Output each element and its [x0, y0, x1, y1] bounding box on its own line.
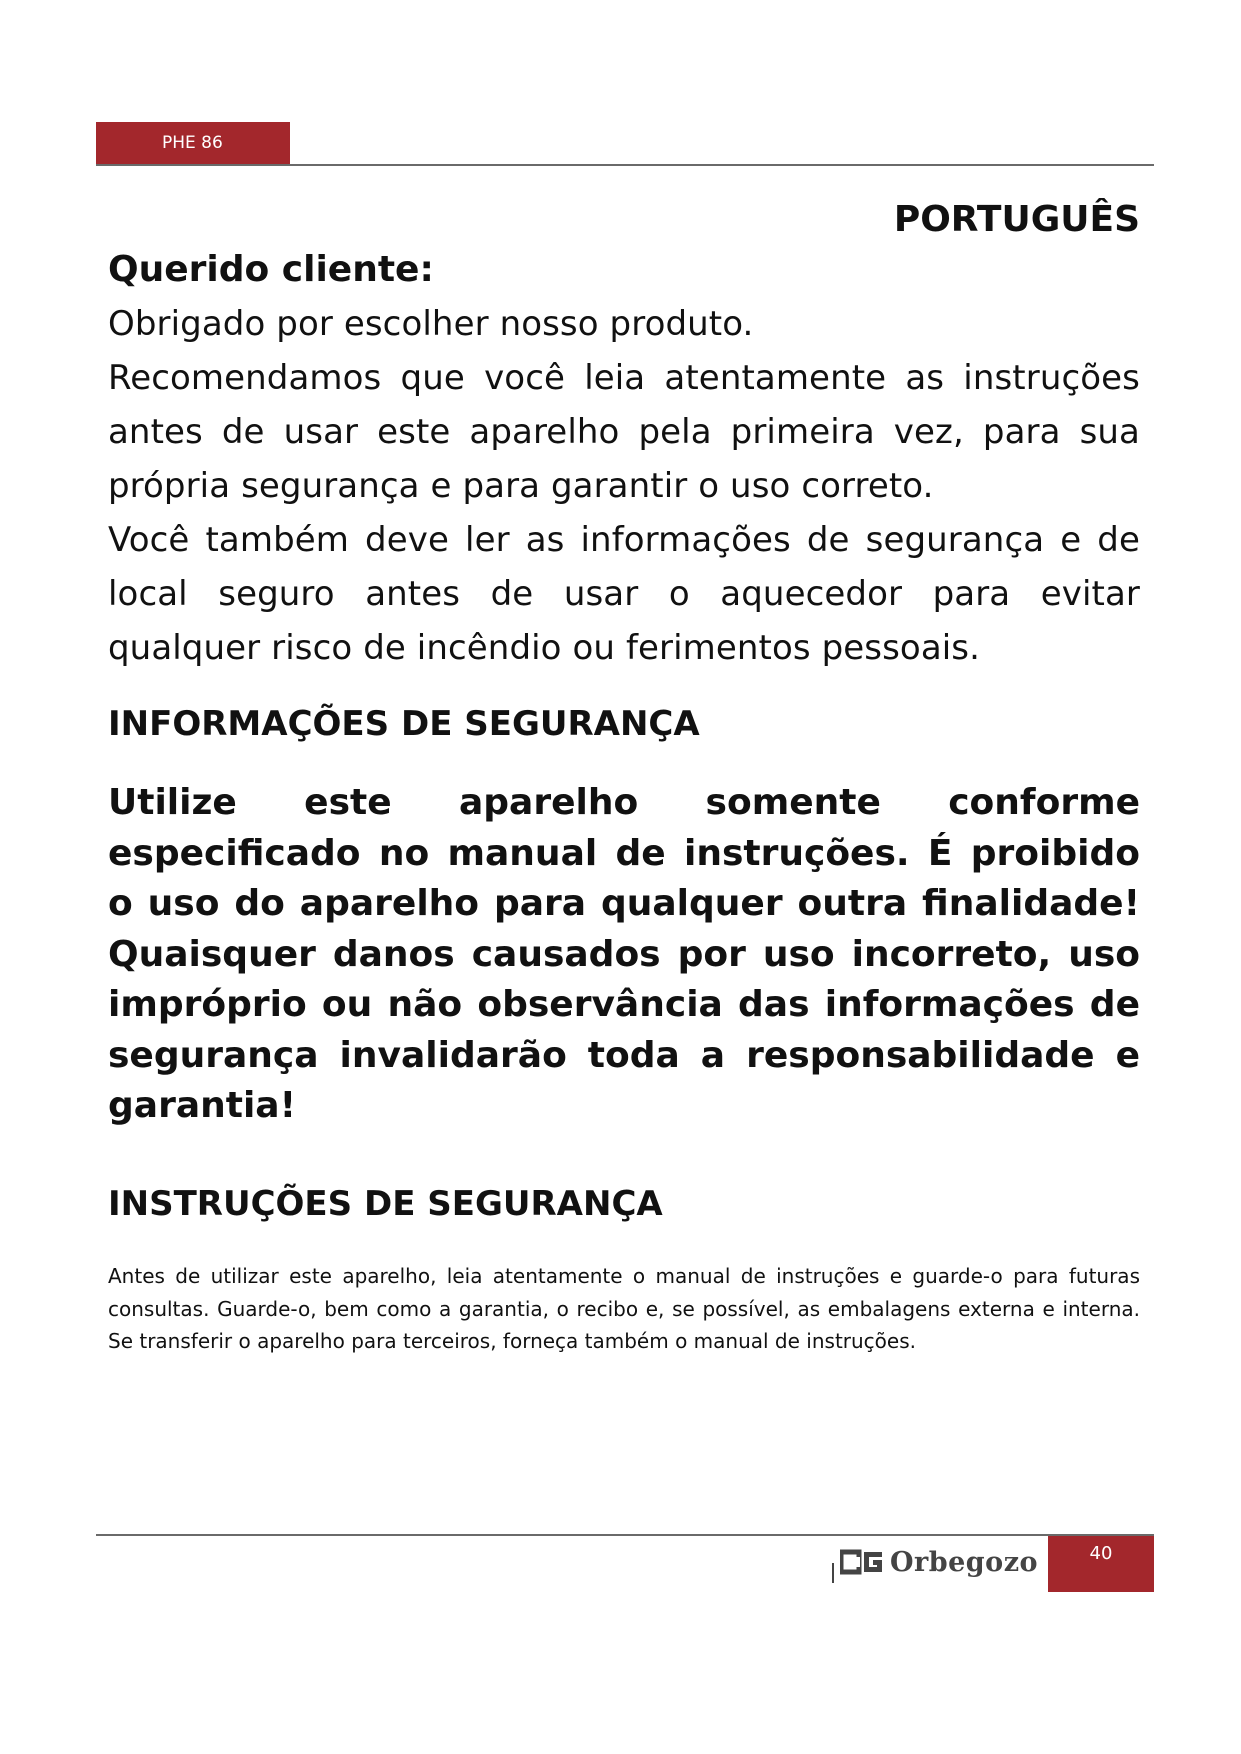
safety-warning-text: Utilize este aparelho somente conforme especificado no manual de instruções. É proibido o uso do aparelho para qualquer outra finalidade! Quaisquer danos causados por uso incorreto, uso impróprio ou não observância das informações de segurança invalidarão toda a responsabilidade e garantia! [108, 782, 1140, 1126]
language-heading: PORTUGUÊS [893, 199, 1140, 240]
brand-logo [832, 1540, 1038, 1584]
intro-text [108, 297, 1140, 675]
model-label: PHE 86 [162, 133, 223, 153]
intro-paragraph: Recomendamos que você leia atentamente as instruções antes de usar este aparelho pela primeira vez, para sua própria segurança e para garantir o uso correto. [108, 358, 1140, 506]
brand-name: Orbegozo [890, 1546, 1039, 1578]
header-divider [96, 164, 1154, 166]
safety-instructions-text: Antes de utilizar este aparelho, leia atentamente o manual de instruções e guarde-o para futuras consultas. Guarde-o, bem como a garantia, o recibo e, se possível, as embalagens externa e interna. Se transferir o aparelho para terceiros, forneça também o manual de instruções. [108, 1264, 1140, 1353]
model-tab [96, 122, 290, 164]
intro-paragraph: Você também deve ler as informações de segurança e de local seguro antes de usar o aquecedor para evitar qualquer risco de incêndio ou ferimentos pessoais. [108, 520, 1140, 668]
brand-separator [832, 1563, 834, 1583]
page-number-tab [1048, 1536, 1154, 1592]
page-number: 40 [1089, 1543, 1113, 1564]
greeting-title: Querido cliente: [108, 249, 434, 290]
cg-logo-icon [840, 1549, 884, 1575]
safety-instructions-title: INSTRUÇÕES DE SEGURANÇA [108, 1184, 663, 1224]
intro-paragraph: Obrigado por escolher nosso produto. [108, 304, 754, 344]
footer-divider [96, 1534, 1154, 1536]
safety-info-title: INFORMAÇÕES DE SEGURANÇA [108, 704, 700, 744]
